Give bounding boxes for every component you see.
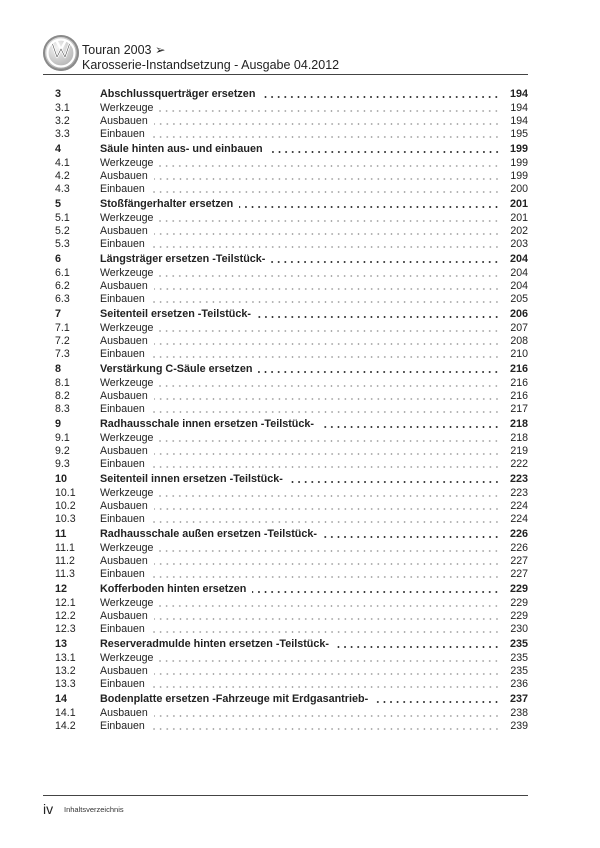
toc-section-entry[interactable] <box>55 335 528 348</box>
dot-leader <box>154 453 500 455</box>
toc-chapter-entry[interactable] <box>55 472 528 487</box>
toc-entry-page: 227 <box>510 555 528 567</box>
toc-chapter-entry[interactable] <box>55 692 528 707</box>
toc-chapter-entry[interactable] <box>55 142 528 157</box>
toc-entry-number: 3.1 <box>55 102 70 114</box>
toc-entry-number: 3.2 <box>55 115 70 127</box>
toc-entry-number: 7.1 <box>55 322 70 334</box>
toc-entry-page: 239 <box>510 720 528 732</box>
dot-leader <box>159 605 500 607</box>
toc-section-entry[interactable] <box>55 183 528 196</box>
toc-entry-page: 229 <box>510 597 528 609</box>
toc-entry-title: Einbauen <box>100 403 145 415</box>
toc-entry-page: 235 <box>510 665 528 677</box>
toc-chapter-entry[interactable] <box>55 197 528 212</box>
toc-entry-number: 4.2 <box>55 170 70 182</box>
toc-entry-title: Seitenteil innen ersetzen -Teilstück- <box>100 473 283 485</box>
toc-entry-number: 6 <box>55 253 62 265</box>
toc-entry-title: Einbauen <box>100 458 145 470</box>
toc-entry-number: 3 <box>55 88 62 100</box>
toc-entry-page: 216 <box>510 390 528 402</box>
toc-entry-title: Einbauen <box>100 238 145 250</box>
toc-entry-page: 216 <box>509 363 528 375</box>
toc-chapter-entry[interactable] <box>55 582 528 597</box>
toc-entry-number: 5.1 <box>55 212 70 224</box>
toc-entry-page: 210 <box>510 348 528 360</box>
toc-entry-title: Werkzeuge <box>100 487 154 499</box>
toc-entry-number: 4.3 <box>55 183 70 195</box>
toc-section-entry[interactable] <box>55 678 528 691</box>
toc-entry-title: Ausbauen <box>100 115 148 127</box>
toc-section-entry[interactable] <box>55 513 528 526</box>
toc-section-entry[interactable] <box>55 568 528 581</box>
toc-entry-number: 8.1 <box>55 377 70 389</box>
dot-leader <box>154 178 500 180</box>
toc-entry-number: 5.2 <box>55 225 70 237</box>
toc-section-entry[interactable] <box>55 500 528 513</box>
toc-entry-page: 199 <box>510 157 528 169</box>
dot-leader <box>159 165 500 167</box>
dot-leader <box>269 151 500 153</box>
toc-entry-page: 201 <box>509 198 528 210</box>
toc-section-entry[interactable] <box>55 280 528 293</box>
toc-entry-title: Ausbauen <box>100 225 148 237</box>
dot-leader <box>271 261 500 263</box>
toc-entry-number: 9 <box>55 418 62 430</box>
toc-section-entry[interactable] <box>55 458 528 471</box>
dot-leader <box>151 576 500 578</box>
toc-entry-number: 14.2 <box>55 720 76 732</box>
toc-entry-page: 203 <box>510 238 528 250</box>
toc-section-entry[interactable] <box>55 652 528 665</box>
toc-entry-page: 195 <box>510 128 528 140</box>
toc-entry-number: 8 <box>55 363 62 375</box>
toc-section-entry[interactable] <box>55 487 528 500</box>
dot-leader <box>151 246 500 248</box>
dot-leader <box>374 701 500 703</box>
dot-leader <box>159 440 500 442</box>
toc-entry-page: 236 <box>510 678 528 690</box>
page-footer <box>43 795 528 817</box>
toc-entry-number: 7.2 <box>55 335 70 347</box>
toc-section-entry[interactable] <box>55 322 528 335</box>
toc-entry-title: Einbauen <box>100 513 145 525</box>
toc-chapter-entry[interactable] <box>55 252 528 267</box>
toc-chapter-entry[interactable] <box>55 637 528 652</box>
toc-section-entry[interactable] <box>55 128 528 141</box>
toc-entry-title: Ausbauen <box>100 555 148 567</box>
dot-leader <box>154 618 500 620</box>
header-text <box>82 43 339 73</box>
dot-leader <box>154 563 500 565</box>
toc-entry-page: 200 <box>510 183 528 195</box>
toc-entry-page: 201 <box>510 212 528 224</box>
toc-chapter-entry[interactable] <box>55 417 528 432</box>
toc-entry-page: 237 <box>509 693 528 705</box>
footer-page-number: iv <box>43 801 54 817</box>
dot-leader <box>154 233 500 235</box>
toc-chapter-entry[interactable] <box>55 87 528 102</box>
toc-entry-page: 204 <box>510 267 528 279</box>
toc-entry-title: Werkzeuge <box>100 267 154 279</box>
toc-entry-title: Ausbauen <box>100 335 148 347</box>
toc-section-entry[interactable] <box>55 102 528 115</box>
toc-section-entry[interactable] <box>55 225 528 238</box>
toc-entry-number: 11.1 <box>55 542 75 554</box>
toc-entry-number: 14 <box>55 693 68 705</box>
toc-entry-page: 205 <box>510 293 528 305</box>
toc-entry-title: Einbauen <box>100 623 145 635</box>
toc-section-entry[interactable] <box>55 610 528 623</box>
toc-entry-number: 6.1 <box>55 267 70 279</box>
toc-section-entry[interactable] <box>55 115 528 128</box>
toc-entry-title: Werkzeuge <box>100 542 154 554</box>
toc-entry-title: Ausbauen <box>100 390 148 402</box>
dot-leader <box>252 591 500 593</box>
toc-entry-title: Stoßfängerhalter ersetzen <box>100 198 234 210</box>
toc-entry-title: Werkzeuge <box>100 652 154 664</box>
toc-section-entry[interactable] <box>55 720 528 733</box>
toc-entry-title: Einbauen <box>100 348 145 360</box>
toc-entry-page: 206 <box>509 308 528 320</box>
toc-section-entry[interactable] <box>55 597 528 610</box>
toc-entry-number: 8.3 <box>55 403 70 415</box>
toc-entry-page: 235 <box>509 638 528 650</box>
toc-entry-number: 6.3 <box>55 293 70 305</box>
toc-entry-title: Werkzeuge <box>100 102 154 114</box>
dot-leader <box>335 646 500 648</box>
toc-section-entry[interactable] <box>55 170 528 183</box>
toc-entry-page: 208 <box>510 335 528 347</box>
dot-leader <box>151 728 500 730</box>
toc-entry-title: Werkzeuge <box>100 157 154 169</box>
toc-entry-page: 223 <box>510 487 528 499</box>
toc-entry-title: Radhausschale innen ersetzen -Teilstück- <box>100 418 315 430</box>
header-divider <box>43 74 528 75</box>
toc-entry-title: Einbauen <box>100 183 145 195</box>
toc-entry-number: 11.2 <box>55 555 75 567</box>
dot-leader <box>239 206 500 208</box>
footer-divider <box>43 795 528 796</box>
toc-entry-page: 219 <box>510 445 528 457</box>
toc-section-entry[interactable] <box>55 238 528 251</box>
toc-entry-number: 12.1 <box>55 597 76 609</box>
toc-entry-number: 3.3 <box>55 128 70 140</box>
dot-leader <box>154 715 500 717</box>
dot-leader <box>154 508 500 510</box>
toc-section-entry[interactable] <box>55 157 528 170</box>
toc-entry-title: Ausbauen <box>100 500 148 512</box>
toc-section-entry[interactable] <box>55 542 528 555</box>
toc-entry-number: 12.3 <box>55 623 76 635</box>
toc-entry-page: 222 <box>510 458 528 470</box>
toc-entry-page: 227 <box>510 568 528 580</box>
dot-leader <box>159 550 500 552</box>
dot-leader <box>151 356 500 358</box>
toc-entry-number: 9.2 <box>55 445 70 457</box>
toc-entry-page: 223 <box>509 473 528 485</box>
toc-entry-title: Ausbauen <box>100 707 148 719</box>
dot-leader <box>323 536 500 538</box>
dot-leader <box>154 673 500 675</box>
toc-entry-title: Einbauen <box>100 128 145 140</box>
dot-leader <box>151 411 500 413</box>
toc-entry-number: 8.2 <box>55 390 70 402</box>
toc-section-entry[interactable] <box>55 445 528 458</box>
toc-entry-number: 5.3 <box>55 238 70 250</box>
dot-leader <box>151 686 500 688</box>
toc-entry-title: Werkzeuge <box>100 597 154 609</box>
toc-entry-title: Verstärkung C-Säule ersetzen <box>100 363 253 375</box>
toc-entry-title: Ausbauen <box>100 445 148 457</box>
page-header <box>43 35 528 75</box>
toc-entry-page: 226 <box>510 542 528 554</box>
toc-entry-page: 238 <box>510 707 528 719</box>
toc-section-entry[interactable] <box>55 212 528 225</box>
dot-leader <box>258 371 500 373</box>
toc-entry-page: 199 <box>509 143 528 155</box>
dot-leader <box>289 481 500 483</box>
dot-leader <box>151 136 500 138</box>
toc-entry-page: 204 <box>510 280 528 292</box>
toc-entry-page: 207 <box>510 322 528 334</box>
toc-chapter-entry[interactable] <box>55 527 528 542</box>
toc-entry-page: 216 <box>510 377 528 389</box>
toc-entry-number: 9.3 <box>55 458 70 470</box>
toc-entry-number: 10.3 <box>55 513 76 525</box>
dot-leader <box>154 123 500 125</box>
toc-entry-page: 218 <box>510 432 528 444</box>
toc-entry-page: 224 <box>510 500 528 512</box>
dot-leader <box>159 385 500 387</box>
toc-entry-page: 230 <box>510 623 528 635</box>
toc-entry-title: Werkzeuge <box>100 322 154 334</box>
toc-entry-title: Ausbauen <box>100 280 148 292</box>
toc-entry-page: 217 <box>510 403 528 415</box>
toc-entry-number: 10.1 <box>55 487 76 499</box>
toc-entry-title: Kofferboden hinten ersetzen <box>100 583 247 595</box>
dot-leader <box>261 96 500 98</box>
dot-leader <box>151 191 500 193</box>
toc-entry-number: 10.2 <box>55 500 76 512</box>
toc-entry-page: 194 <box>510 102 528 114</box>
table-of-contents <box>55 87 528 733</box>
toc-entry-number: 13.3 <box>55 678 76 690</box>
toc-entry-title: Einbauen <box>100 293 145 305</box>
toc-entry-title: Reserveradmulde hinten ersetzen -Teilstück- <box>100 638 330 650</box>
dot-leader <box>151 631 500 633</box>
dot-leader <box>151 301 500 303</box>
toc-entry-page: 204 <box>509 253 528 265</box>
dot-leader <box>159 495 500 497</box>
toc-entry-title: Einbauen <box>100 568 145 580</box>
toc-entry-number: 10 <box>55 473 68 485</box>
toc-entry-number: 11 <box>55 528 67 540</box>
toc-entry-number: 4 <box>55 143 62 155</box>
toc-entry-title: Bodenplatte ersetzen -Fahrzeuge mit Erdgasantrieb- <box>100 693 369 705</box>
toc-entry-page: 218 <box>509 418 528 430</box>
toc-entry-title: Ausbauen <box>100 665 148 677</box>
toc-entry-number: 11.3 <box>55 568 75 580</box>
toc-entry-number: 7.3 <box>55 348 70 360</box>
toc-entry-number: 5 <box>55 198 62 210</box>
toc-chapter-entry[interactable] <box>55 362 528 377</box>
vw-logo-icon <box>43 35 79 71</box>
toc-entry-title: Einbauen <box>100 720 145 732</box>
toc-entry-page: 229 <box>510 610 528 622</box>
toc-entry-title: Ausbauen <box>100 610 148 622</box>
dot-leader <box>151 466 500 468</box>
header-title: Touran 2003 ➢ <box>82 43 166 57</box>
toc-entry-page: 224 <box>510 513 528 525</box>
toc-section-entry[interactable] <box>55 665 528 678</box>
toc-entry-title: Radhausschale außen ersetzen -Teilstück- <box>100 528 318 540</box>
toc-entry-number: 14.1 <box>55 707 76 719</box>
toc-entry-number: 13.1 <box>55 652 76 664</box>
toc-entry-page: 194 <box>509 88 528 100</box>
toc-section-entry[interactable] <box>55 293 528 306</box>
toc-section-entry[interactable] <box>55 348 528 361</box>
toc-entry-title: Längsträger ersetzen -Teilstück- <box>100 253 266 265</box>
toc-section-entry[interactable] <box>55 555 528 568</box>
footer-section-label: Inhaltsverzeichnis <box>64 805 124 814</box>
toc-entry-number: 4.1 <box>55 157 70 169</box>
toc-entry-number: 9.1 <box>55 432 70 444</box>
toc-entry-title: Säule hinten aus- und einbauen <box>100 143 263 155</box>
toc-entry-number: 7 <box>55 308 62 320</box>
dot-leader <box>257 316 500 318</box>
toc-entry-page: 194 <box>510 115 528 127</box>
dot-leader <box>154 343 500 345</box>
dot-leader <box>154 288 500 290</box>
toc-section-entry[interactable] <box>55 390 528 403</box>
dot-leader <box>159 220 500 222</box>
toc-section-entry[interactable] <box>55 267 528 280</box>
toc-entry-page: 229 <box>509 583 528 595</box>
dot-leader <box>320 426 500 428</box>
toc-entry-number: 13.2 <box>55 665 76 677</box>
toc-entry-page: 199 <box>510 170 528 182</box>
dot-leader <box>151 521 500 523</box>
toc-entry-title: Seitenteil ersetzen -Teilstück- <box>100 308 252 320</box>
toc-entry-number: 6.2 <box>55 280 70 292</box>
toc-entry-page: 202 <box>510 225 528 237</box>
toc-section-entry[interactable] <box>55 377 528 390</box>
dot-leader <box>159 275 500 277</box>
toc-entry-number: 12.2 <box>55 610 76 622</box>
toc-entry-number: 13 <box>55 638 68 650</box>
toc-section-entry[interactable] <box>55 707 528 720</box>
toc-entry-title: Werkzeuge <box>100 212 154 224</box>
toc-entry-title: Werkzeuge <box>100 377 154 389</box>
toc-chapter-entry[interactable] <box>55 307 528 322</box>
dot-leader <box>159 110 500 112</box>
toc-entry-title: Werkzeuge <box>100 432 154 444</box>
toc-entry-number: 12 <box>55 583 68 595</box>
toc-entry-page: 235 <box>510 652 528 664</box>
dot-leader <box>159 660 500 662</box>
toc-entry-page: 226 <box>509 528 528 540</box>
toc-entry-title: Abschlussquerträger ersetzen <box>100 88 256 100</box>
toc-entry-title: Einbauen <box>100 678 145 690</box>
header-subtitle: Karosserie-Instandsetzung - Ausgabe 04.2012 <box>82 58 340 72</box>
toc-entry-title: Ausbauen <box>100 170 148 182</box>
toc-section-entry[interactable] <box>55 432 528 445</box>
dot-leader <box>159 330 500 332</box>
toc-section-entry[interactable] <box>55 623 528 636</box>
dot-leader <box>154 398 500 400</box>
toc-section-entry[interactable] <box>55 403 528 416</box>
